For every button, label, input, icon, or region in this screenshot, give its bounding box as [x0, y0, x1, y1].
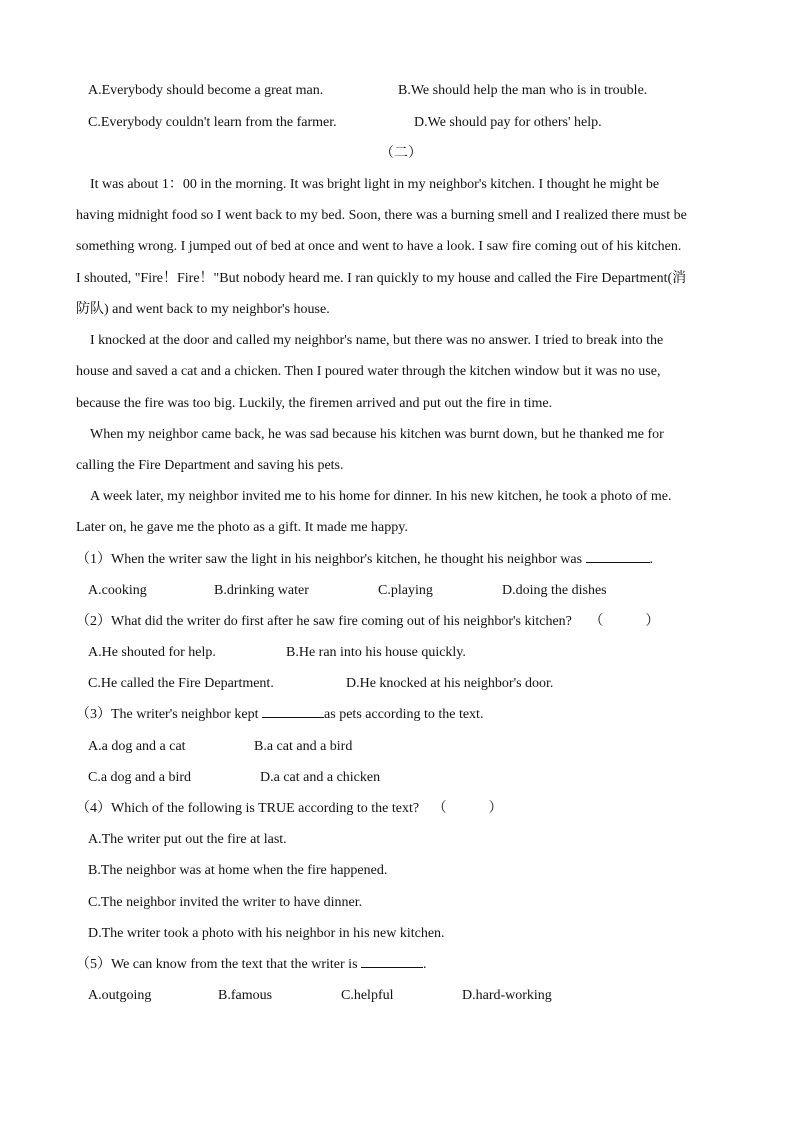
question-stem: （2）What did the writer do first after he saw fire coming out of his neighbor's kitchen?: [76, 614, 572, 629]
answer-blank[interactable]: [262, 717, 324, 718]
passage-line: 防队) and went back to my neighbor's house.: [76, 302, 330, 317]
answer-blank[interactable]: [361, 967, 423, 968]
passage-line: house and saved a cat and a chicken. Then I poured water through the kitchen window but it was no use,: [76, 364, 661, 379]
q2-option-c: C.He called the Fire Department.: [88, 676, 274, 691]
question-stem: （1）When the writer saw the light in his neighbor's kitchen, he thought his neighbor was: [76, 552, 583, 567]
q1-option-d: D.doing the dishes: [502, 583, 607, 598]
prev-option-c: C.Everybody couldn't learn from the farmer.: [88, 115, 337, 130]
question-stem: （4）Which of the following is TRUE according to the text?: [76, 801, 420, 816]
question-3: （3）The writer's neighbor kept as pets according to the text.: [76, 707, 484, 722]
q1-option-a: A.cooking: [88, 583, 147, 598]
passage-line: It was about 1：00 in the morning. It was bright light in my neighbor's kitchen. I thought he might be: [90, 177, 660, 192]
section-title: （二）: [380, 146, 422, 161]
q3-option-c: C.a dog and a bird: [88, 770, 192, 785]
question-2: [76, 613, 659, 631]
q4-option-d: D.The writer took a photo with his neighbor in his new kitchen.: [88, 926, 445, 941]
answer-bracket[interactable]: （ ）: [432, 801, 503, 816]
q2-option-b: B.He ran into his house quickly.: [286, 645, 466, 660]
q3-option-a: A.a dog and a cat: [88, 739, 186, 754]
q3-option-d: D.a cat and a chicken: [260, 770, 381, 785]
passage-line: because the fire was too big. Luckily, the firemen arrived and put out the fire in time.: [76, 396, 553, 411]
q4-option-a: A.The writer put out the fire at last.: [88, 832, 287, 847]
answer-blank[interactable]: [586, 562, 650, 563]
passage-line: I knocked at the door and called my neighbor's name, but there was no answer. I tried to break into the: [90, 333, 664, 348]
q1-option-c: C.playing: [378, 583, 433, 598]
question-5: （5）We can know from the text that the writer is .: [76, 957, 427, 972]
prev-option-b: B.We should help the man who is in trouble.: [398, 83, 648, 98]
q2-option-d: D.He knocked at his neighbor's door.: [346, 676, 554, 691]
q1-option-b: B.drinking water: [214, 583, 309, 598]
passage-line: having midnight food so I went back to my bed. Soon, there was a burning smell and I realized there must be: [76, 208, 687, 223]
question-stem: （3）The writer's neighbor kept: [76, 707, 259, 722]
q4-option-c: C.The neighbor invited the writer to have dinner.: [88, 895, 363, 910]
question-4: [76, 800, 503, 818]
question-1: （1）When the writer saw the light in his neighbor's kitchen, he thought his neighbor was .: [76, 552, 654, 567]
prev-option-a: A.Everybody should become a great man.: [88, 83, 324, 98]
q2-option-a: A.He shouted for help.: [88, 645, 216, 660]
passage-line: calling the Fire Department and saving his pets.: [76, 458, 344, 473]
prev-option-d: D.We should pay for others' help.: [414, 115, 602, 130]
q5-option-a: A.outgoing: [88, 988, 152, 1003]
question-stem: （5）We can know from the text that the writer is: [76, 957, 358, 972]
q3-option-b: B.a cat and a bird: [254, 739, 353, 754]
passage-line: I shouted, "Fire！Fire！"But nobody heard me. I ran quickly to my house and called the Fire Department(消: [76, 271, 687, 286]
passage-line: A week later, my neighbor invited me to his home for dinner. In his new kitchen, he took a photo of me.: [90, 489, 672, 504]
passage-line: When my neighbor came back, he was sad because his kitchen was burnt down, but he thanked me for: [90, 427, 664, 442]
q5-option-c: C.helpful: [341, 988, 394, 1003]
q5-option-d: D.hard-working: [462, 988, 552, 1003]
answer-bracket[interactable]: （ ）: [589, 614, 660, 629]
q4-option-b: B.The neighbor was at home when the fire happened.: [88, 863, 388, 878]
passage-line: something wrong. I jumped out of bed at once and went to have a look. I saw fire coming out of his kitchen.: [76, 239, 682, 254]
passage-line: Later on, he gave me the photo as a gift. It made me happy.: [76, 520, 408, 535]
q5-option-b: B.famous: [218, 988, 273, 1003]
